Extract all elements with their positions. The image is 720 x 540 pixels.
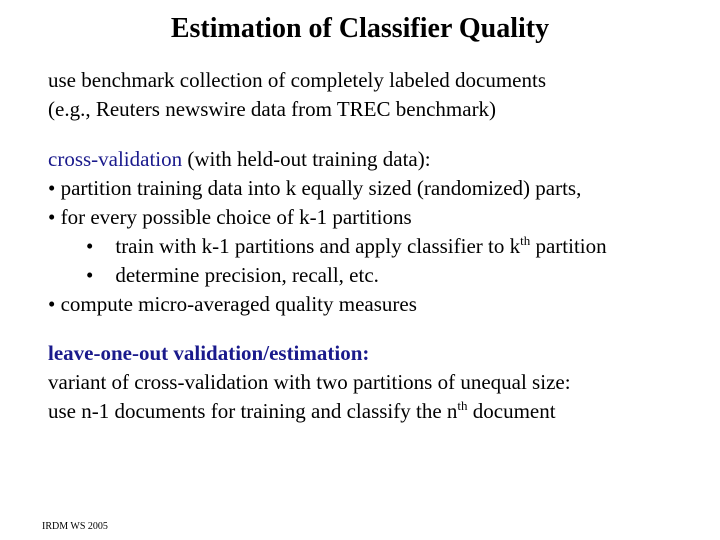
slide-title: Estimation of Classifier Quality — [170, 13, 550, 44]
leave-one-out-section — [48, 339, 571, 426]
cv-bullet-compute: • compute micro-averaged quality measures — [48, 292, 417, 316]
cv-bullet-partition: • partition training data into k equally sized (randomized) parts, — [48, 176, 582, 200]
loo-line-2-sup: th — [457, 398, 468, 413]
cv-term: cross-validation — [48, 147, 183, 171]
footer-label: IRDM WS 2005 — [42, 521, 108, 532]
cv-term-rest: (with held-out training data): — [182, 147, 431, 171]
loo-heading: leave-one-out validation/estimation: — [48, 341, 370, 365]
cv-heading-line — [48, 145, 607, 174]
loo-line-2-post: document — [467, 399, 556, 423]
intro-line-1: use benchmark collection of completely labeled documents — [48, 68, 546, 92]
intro-line-2: (e.g., Reuters newswire data from TREC benchmark) — [48, 97, 497, 121]
loo-line-2-pre: use n-1 documents for training and classify the n — [48, 399, 458, 423]
loo-line-2 — [48, 397, 571, 426]
cv-subbullet-determine-text: determine precision, recall, etc. — [115, 263, 379, 287]
cv-subbullet-train-text: train with k-1 partitions and apply classifier to k — [115, 234, 521, 258]
cv-subbullet-train — [48, 232, 607, 261]
cv-subbullet-determine — [48, 261, 607, 290]
cv-subbullet-train-tail: partition — [530, 234, 607, 258]
loo-line-1: variant of cross-validation with two partitions of unequal size: — [48, 370, 571, 394]
cross-validation-section — [48, 145, 607, 319]
cv-subbullet-train-sup: th — [520, 233, 531, 248]
cv-subbullet-determine-marker: • — [86, 263, 94, 287]
intro-paragraph — [48, 66, 546, 124]
cv-subbullet-train-marker: • — [86, 234, 94, 258]
cv-bullet-choice: • for every possible choice of k-1 partitions — [48, 205, 412, 229]
